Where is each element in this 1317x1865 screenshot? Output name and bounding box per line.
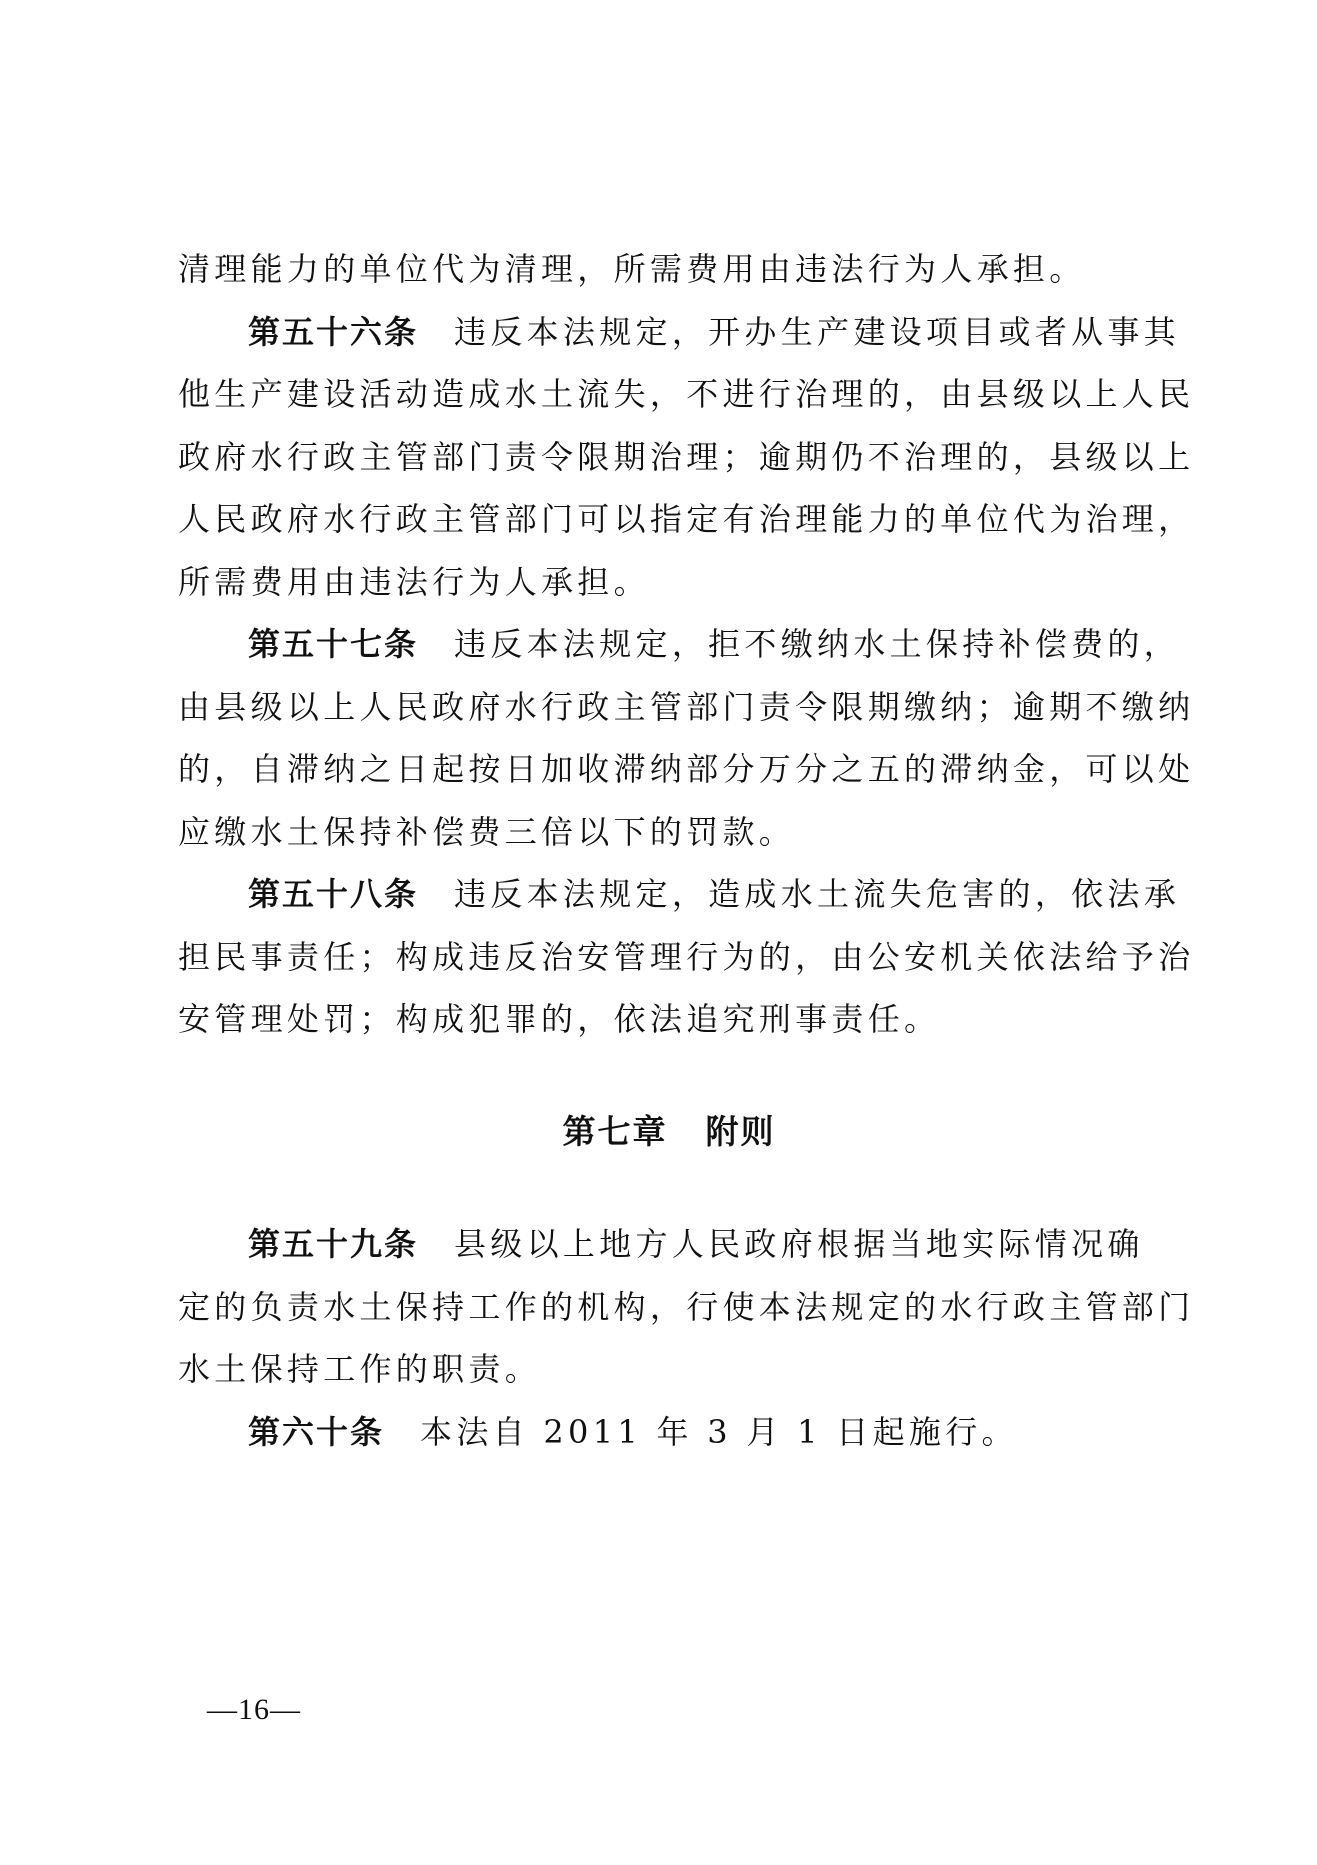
article-first-line (178, 613, 1181, 676)
continuation-line: 清理能力的单位代为清理，所需费用由违法行为人承担。 (178, 250, 1086, 288)
article-text: 本法自 2011 年 3 月 1 日起施行。 (420, 1412, 1018, 1451)
article-first-line (178, 1401, 1160, 1464)
article-first-line (178, 301, 1181, 364)
article-56 (178, 301, 1195, 614)
article-first-line (178, 1213, 1160, 1276)
article-title: 第五十六条 (248, 312, 419, 351)
article-text: 违反本法规定，造成水土流失危害的，依法承 (454, 875, 1181, 913)
article-58 (178, 863, 1195, 1051)
chapter-number: 第七章 (562, 1111, 668, 1151)
page-number: —16— (207, 1693, 301, 1726)
article-title: 第五十七条 (248, 625, 419, 663)
chapter-name: 附则 (705, 1111, 776, 1151)
article-line: 应缴水土保持补偿费三倍以下的罚款。 (178, 812, 796, 851)
article-57 (178, 613, 1195, 863)
article-line: 安管理处罚；构成犯罪的，依法追究刑事责任。 (178, 1000, 941, 1038)
article-text: 县级以上地方人民政府根据当地实际情况确 (454, 1225, 1144, 1263)
article-title: 第五十九条 (248, 1225, 419, 1263)
article-title: 第五十八条 (248, 875, 419, 913)
article-line: 所需费用由违法行为人承担。 (178, 562, 650, 601)
article-text: 违反本法规定，拒不缴纳水土保持补偿费的， (454, 625, 1181, 663)
article-line: 政府水行政主管部门责令限期治理；逾期仍不治理的，县级以上 (178, 437, 1195, 476)
article-text: 违反本法规定，开办生产建设项目或者从事其 (454, 312, 1181, 351)
article-line: 他生产建设活动造成水土流失，不进行治理的，由县级以上人民 (178, 375, 1195, 413)
chapter-heading (178, 1101, 1160, 1164)
article-line: 的，自滞纳之日起按日加收滞纳部分万分之五的滞纳金，可以处 (178, 750, 1195, 788)
article-60 (178, 1401, 1160, 1464)
article-title: 第六十条 (248, 1412, 385, 1451)
article-line: 定的负责水土保持工作的机构，行使本法规定的水行政主管部门 (178, 1287, 1195, 1326)
document-body (178, 238, 1195, 1463)
article-59 (178, 1213, 1195, 1401)
article-first-line (178, 863, 1181, 926)
article-line: 水土保持工作的职责。 (178, 1350, 542, 1388)
article-line: 人民政府水行政主管部门可以指定有治理能力的单位代为治理， (178, 500, 1195, 538)
article-line: 担民事责任；构成违反治安管理行为的，由公安机关依法给予治 (178, 937, 1195, 976)
article-line: 由县级以上人民政府水行政主管部门责令限期缴纳；逾期不缴纳 (178, 687, 1195, 726)
